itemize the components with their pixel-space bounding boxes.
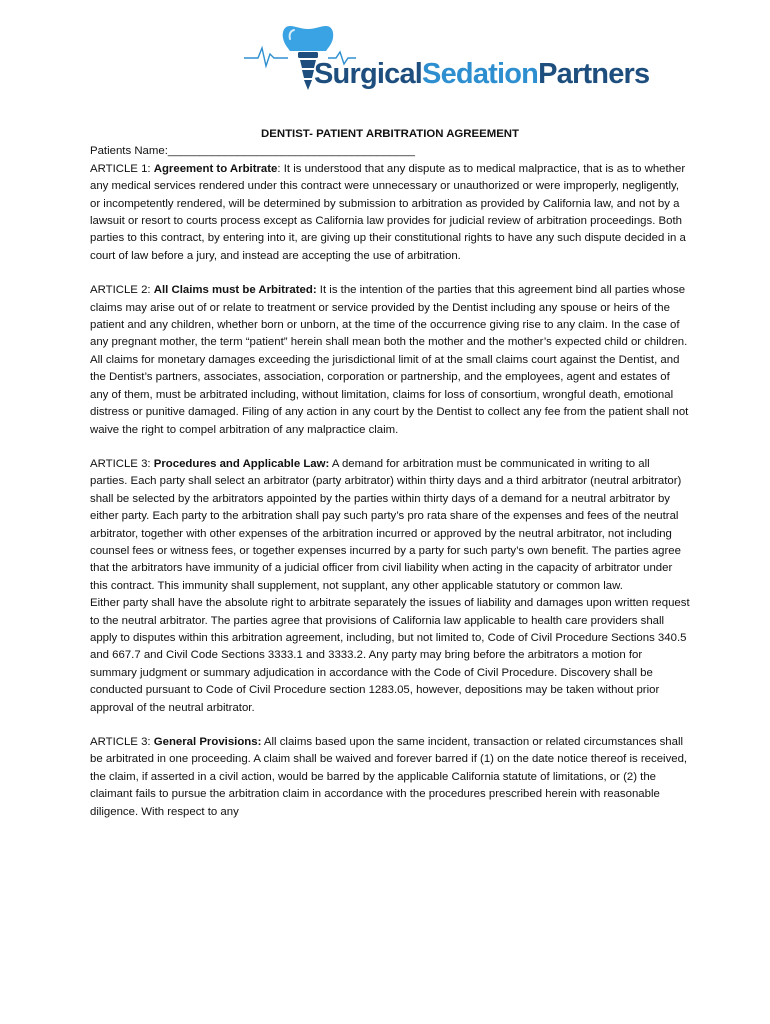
article-3b-number: ARTICLE 3: <box>90 736 151 748</box>
brand-part-partners: Partners <box>538 58 650 90</box>
patient-name-blank: _______________________________________ <box>167 145 415 158</box>
article-2-text: It is the intention of the parties that this agreement bind all parties whose claims may arise out of or relate to treatment or service provided by the Dentist including any spouse or heirs of the patient and any children, whether born or unborn, at the time of the occurrence giving rise to any claim. In the case of any pregnant mother, the term “patient” herein shall mean both the mother and the mother’s expected child or children. All claims for monetary damages exceeding the jurisdictional limit of at the small claims court against the Dentist, and the Dentist’s partners, associates, association, corporation or partnership, and the employees, agent and estates of any of them, must be arbitrated including, without limitation, claims for loss of consortium, wrongful death, emotional distress or punitive damaged. Filing of any action in any court by the Dentist to collect any fee from the patient shall not waive the right to compel arbitration of any malpractice claim. <box>90 284 689 436</box>
article-2-heading: All Claims must be Arbitrated: <box>153 284 317 297</box>
patient-name-line <box>90 143 690 160</box>
article-1-text: : It is understood that any dispute as to medical malpractice, that is as to whether any medical services rendered under this contract were unnecessary or unauthorized or were improperly, negligently, or incompetently rendered, will be determined by submission to arbitration as provided by California law, and not by a lawsuit or resort to courts process except as California law provides for judicial review of arbitration proceedings. Both parties to this contract, by entering into it, are giving up their constitutional rights to have any such dispute decided in a court of law before a jury, and instead are accepting the use of arbitration. <box>90 162 686 262</box>
brand-part-surgical: Surgical <box>314 58 423 90</box>
company-logo <box>244 18 650 96</box>
article-3b-heading: General Provisions: <box>153 736 262 748</box>
article-1 <box>90 161 690 265</box>
article-3-general-provisions <box>90 734 690 821</box>
article-1-number: ARTICLE 1: <box>90 162 151 175</box>
agreement-document <box>90 126 690 838</box>
article-3-heading: Procedures and Applicable Law: <box>153 457 330 470</box>
article-3b-text: All claims based upon the same incident, transaction or related circumstances shall be arbitrated in one proceeding. A claim shall be waived and forever barred if (1) on the date notice thereof is received, the claim, if asserted in a civil action, would be barred by the applicable California statute of limitations, or (2) the claimant fails to pursue the arbitration claim in accordance with the procedures prescribed herein with reasonable diligence. With respect to any <box>90 736 688 818</box>
document-title: DENTIST- PATIENT ARBITRATION AGREEMENT <box>261 128 519 140</box>
article-3-continuation: Either party shall have the absolute right to arbitrate separately the issues of liability and damages upon written request to the neutral arbitrator. The parties agree that provisions of California law applicable to health care providers shall apply to disputes within this arbitration agreement, including, but not limited to, Code of Civil Procedure Sections 340.5 and 667.7 and Civil Code Sections 3333.1 and 3333.2. Any party may bring before the arbitrators a motion for summary judgment or summary adjudication in accordance with the Code of Civil Procedure. Discovery shall be conducted pursuant to Code of Civil Procedure section 1283.05, however, depositions may be taken without prior approval of the neutral arbitrator. <box>90 597 690 714</box>
article-3-number: ARTICLE 3: <box>90 457 151 470</box>
brand-part-sedation: Sedation <box>422 58 539 90</box>
article-1-heading: Agreement to Arbitrate <box>153 162 278 175</box>
patient-name-label: Patients Name: <box>90 145 168 158</box>
article-2 <box>90 282 690 439</box>
article-2-number: ARTICLE 2: <box>90 284 151 297</box>
article-3-procedures <box>90 456 690 595</box>
brand-name <box>314 60 649 89</box>
article-3-text: A demand for arbitration must be communicated in writing to all parties. Each party shall select an arbitrator (party arbitrator) within thirty days and a third arbitrator (neutral arbitrator) shall be selected by the arbitrators appointed by the parties within thirty days of a demand for a neutral arbitrator by either party. Each party to the arbitration shall pay such party’s pro rata share of the expenses and fees of the neutral arbitrator, together with other expenses of the arbitration incurred or approved by the neutral arbitrator, not including counsel fees or witness fees, or together expenses incurred by a party for such party’s own benefit. The parties agree that the arbitrators have immunity of a judicial officer from civil liability when acting in the capacity of arbitrator under this contract. This immunity shall supplement, not supplant, any other applicable statutory or common law. <box>90 457 682 592</box>
